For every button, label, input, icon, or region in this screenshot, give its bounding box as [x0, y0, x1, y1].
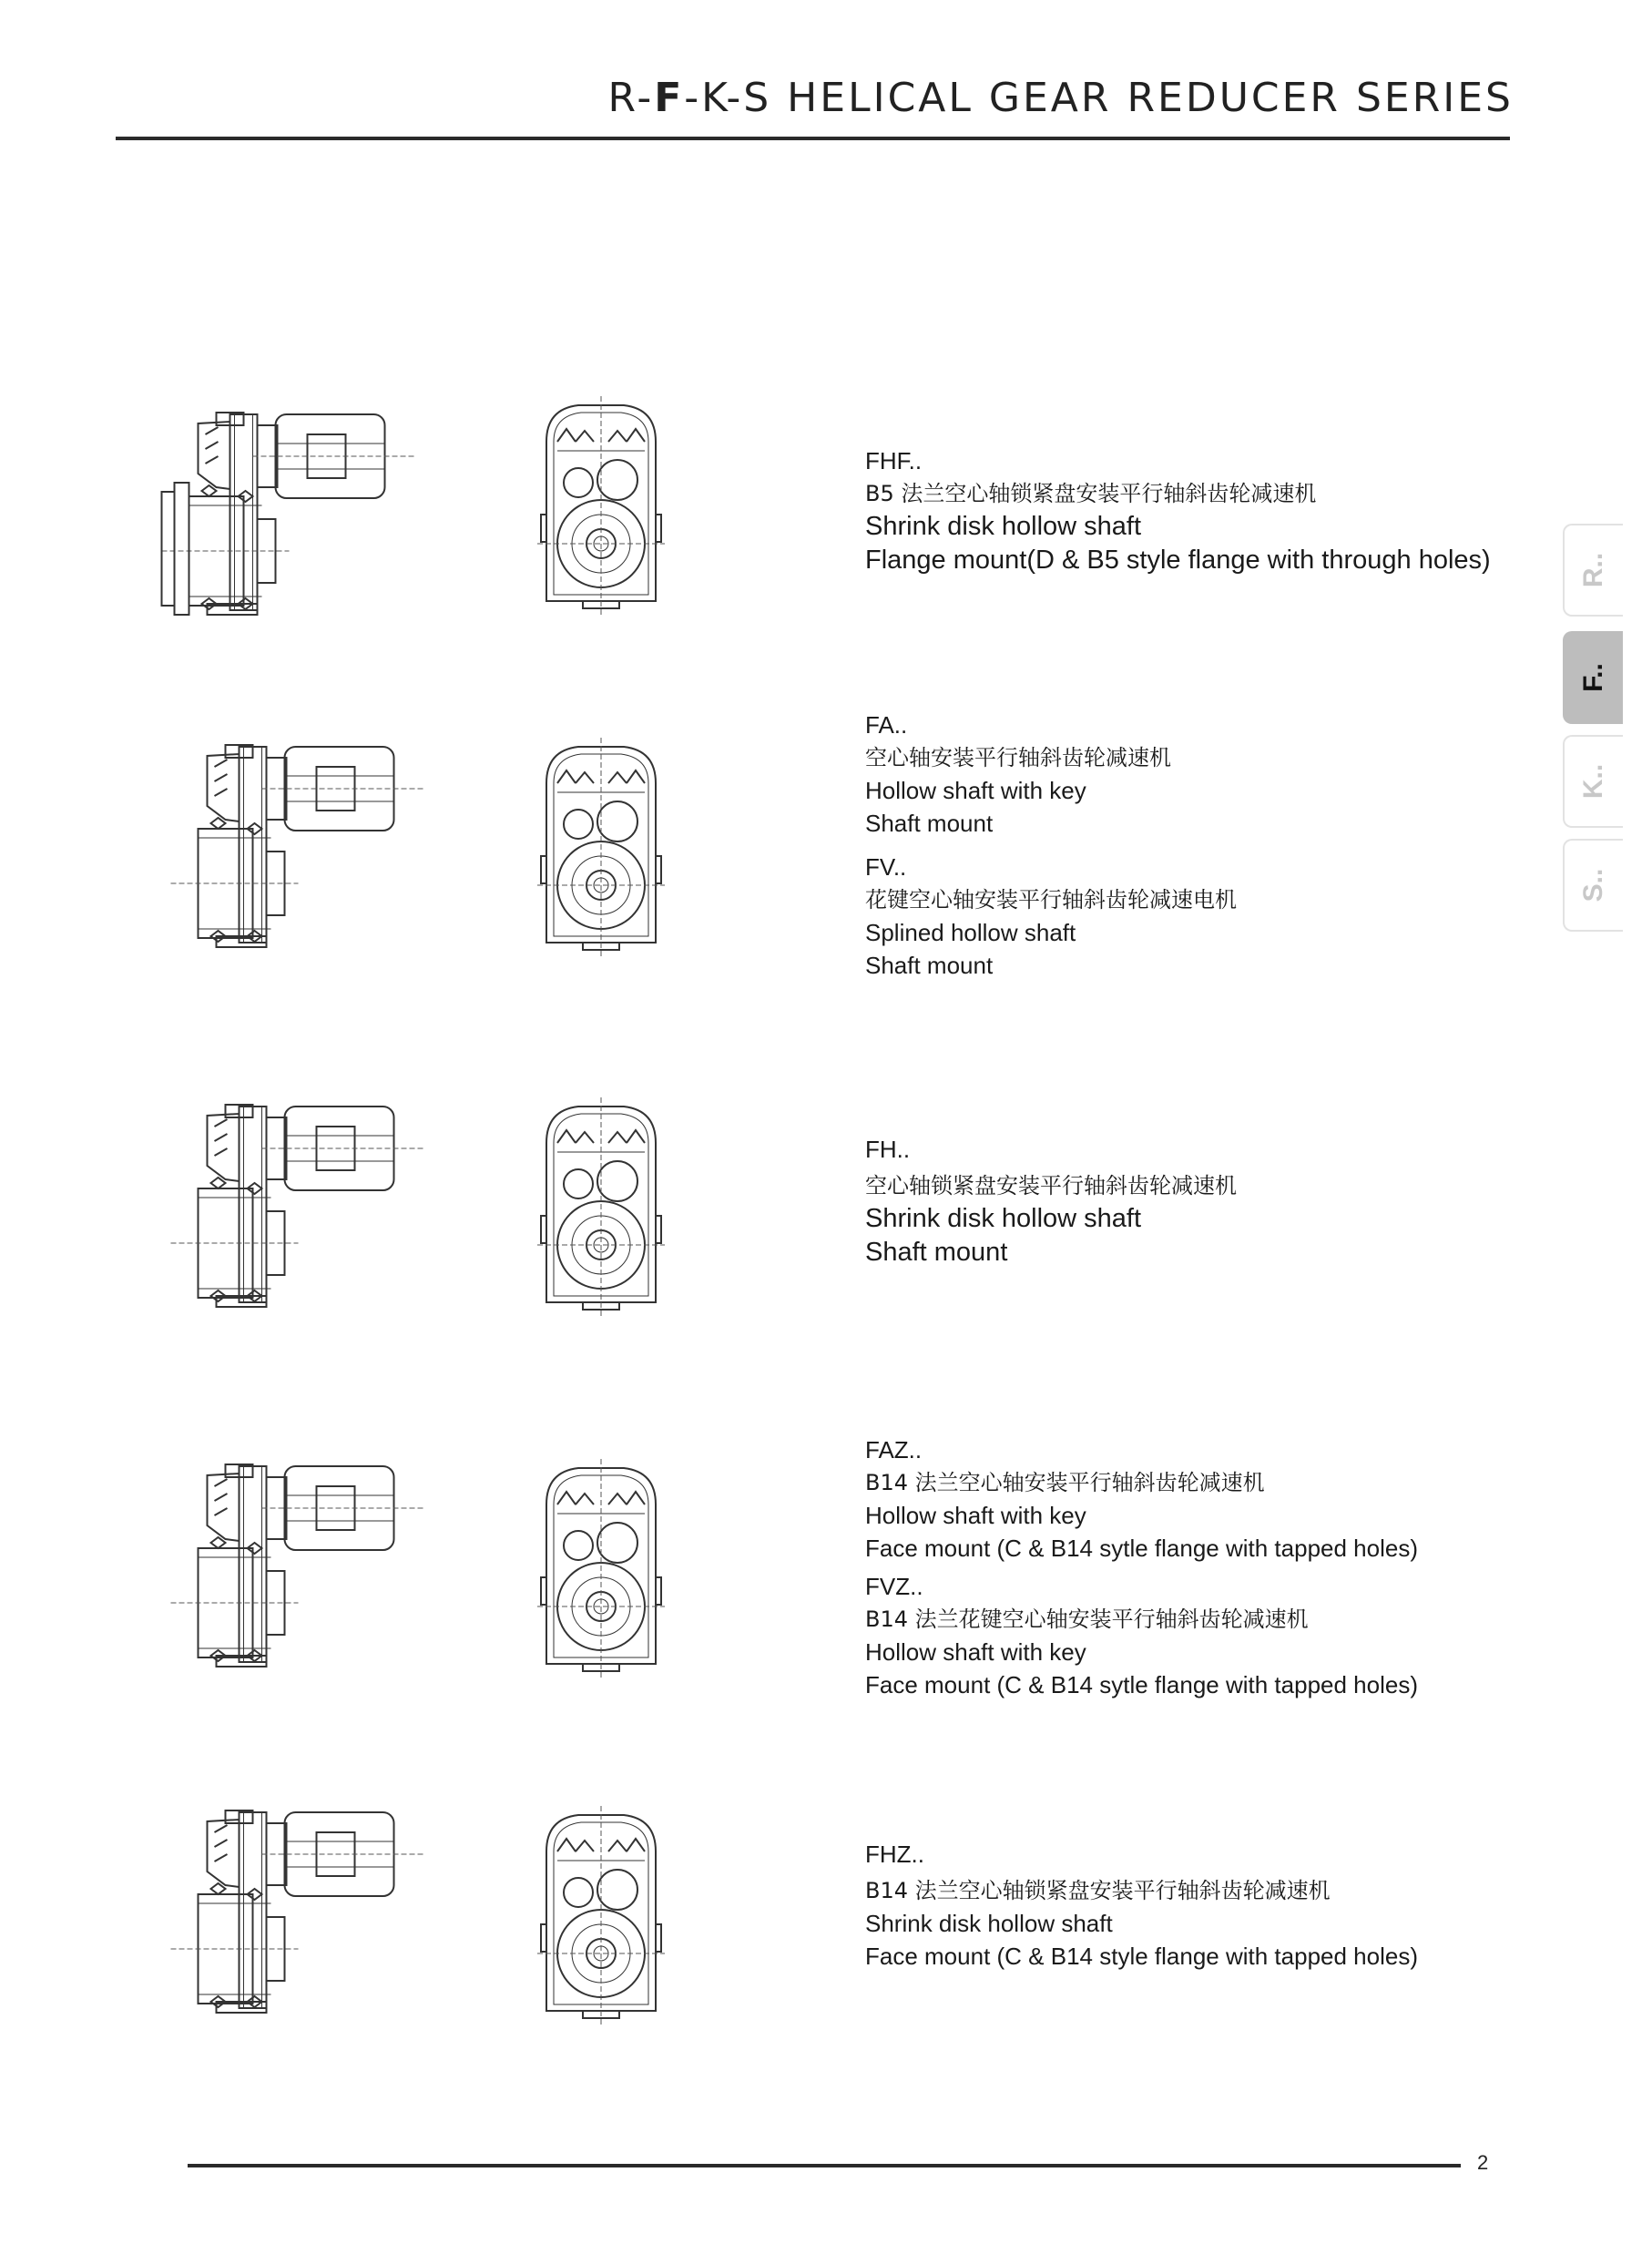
model-block-faz: [865, 1433, 1418, 1701]
model-block-fhz: [865, 1838, 1418, 1973]
model-description-line: Hollow shaft with key: [865, 777, 1086, 804]
model-description-cn: B14 法兰空心轴安装平行轴斜齿轮减速机: [865, 1470, 1265, 1495]
model-code: FHF..: [865, 447, 923, 474]
side-tab-s[interactable]: S..: [1563, 839, 1623, 932]
model-description-line: Shrink disk hollow shaft: [865, 512, 1142, 541]
model-code: FVZ..: [865, 1573, 923, 1600]
model-block-fhf: [865, 444, 1491, 577]
model-code: FV..: [865, 853, 907, 881]
side-tab-f[interactable]: F..: [1563, 631, 1623, 724]
model-description-line: Splined hollow shaft: [865, 919, 1076, 946]
model-code: FAZ..: [865, 1436, 923, 1464]
footer-rule: [188, 2164, 1461, 2167]
fa-side-view-drawing: [168, 738, 446, 956]
model-description-line: Hollow shaft with key: [865, 1502, 1086, 1529]
model-block-fa: [865, 709, 1237, 982]
model-description-line: Shaft mount: [865, 810, 994, 837]
model-code: FH..: [865, 1136, 911, 1163]
page-number: 2: [1477, 2151, 1489, 2174]
model-description-line: Shaft mount: [865, 1238, 1008, 1267]
model-description-cn: B14 法兰空心轴锁紧盘安装平行轴斜齿轮减速机: [865, 1878, 1331, 1903]
fhz-front-view-drawing: [528, 1801, 674, 2029]
fa-front-view-drawing: [528, 733, 674, 961]
model-description-line: Shrink disk hollow shaft: [865, 1204, 1142, 1233]
fh-front-view-drawing: [528, 1093, 674, 1321]
model-description-line: Face mount (C & B14 sytle flange with tapped holes): [865, 1671, 1418, 1698]
side-tab-r[interactable]: R..: [1563, 524, 1623, 617]
model-description-line: Hollow shaft with key: [865, 1638, 1086, 1666]
fhf-front-view-drawing: [528, 392, 674, 619]
model-description-line: Shrink disk hollow shaft: [865, 1910, 1113, 1937]
model-description-cn: 空心轴安装平行轴斜齿轮减速机: [865, 745, 1171, 770]
model-code: FHZ..: [865, 1841, 924, 1868]
model-description-line: Face mount (C & B14 sytle flange with tapped holes): [865, 1535, 1418, 1562]
side-tab-k[interactable]: K..: [1563, 735, 1623, 828]
model-description-cn: 花键空心轴安装平行轴斜齿轮减速电机: [865, 887, 1237, 913]
model-description-cn: B14 法兰花键空心轴安装平行轴斜齿轮减速机: [865, 1606, 1309, 1632]
model-description-cn: B5 法兰空心轴锁紧盘安装平行轴斜齿轮减速机: [865, 481, 1317, 506]
faz-front-view-drawing: [528, 1454, 674, 1682]
model-description-line: Flange mount(D & B5 style flange with through holes): [865, 546, 1491, 575]
model-description-cn: 空心轴锁紧盘安装平行轴斜齿轮减速机: [865, 1173, 1237, 1198]
model-description-line: Face mount (C & B14 style flange with tapped holes): [865, 1943, 1418, 1970]
fhf-side-view-drawing: [155, 405, 442, 624]
header-rule: [116, 137, 1510, 140]
fhz-side-view-drawing: [168, 1803, 446, 2022]
page-header-title: R-F-K-S HELICAL GEAR REDUCER SERIES: [607, 75, 1514, 121]
faz-side-view-drawing: [168, 1457, 446, 1676]
model-block-fh: [865, 1133, 1237, 1270]
model-description-line: Shaft mount: [865, 952, 994, 979]
model-code: FA..: [865, 711, 908, 739]
fh-side-view-drawing: [168, 1097, 446, 1316]
